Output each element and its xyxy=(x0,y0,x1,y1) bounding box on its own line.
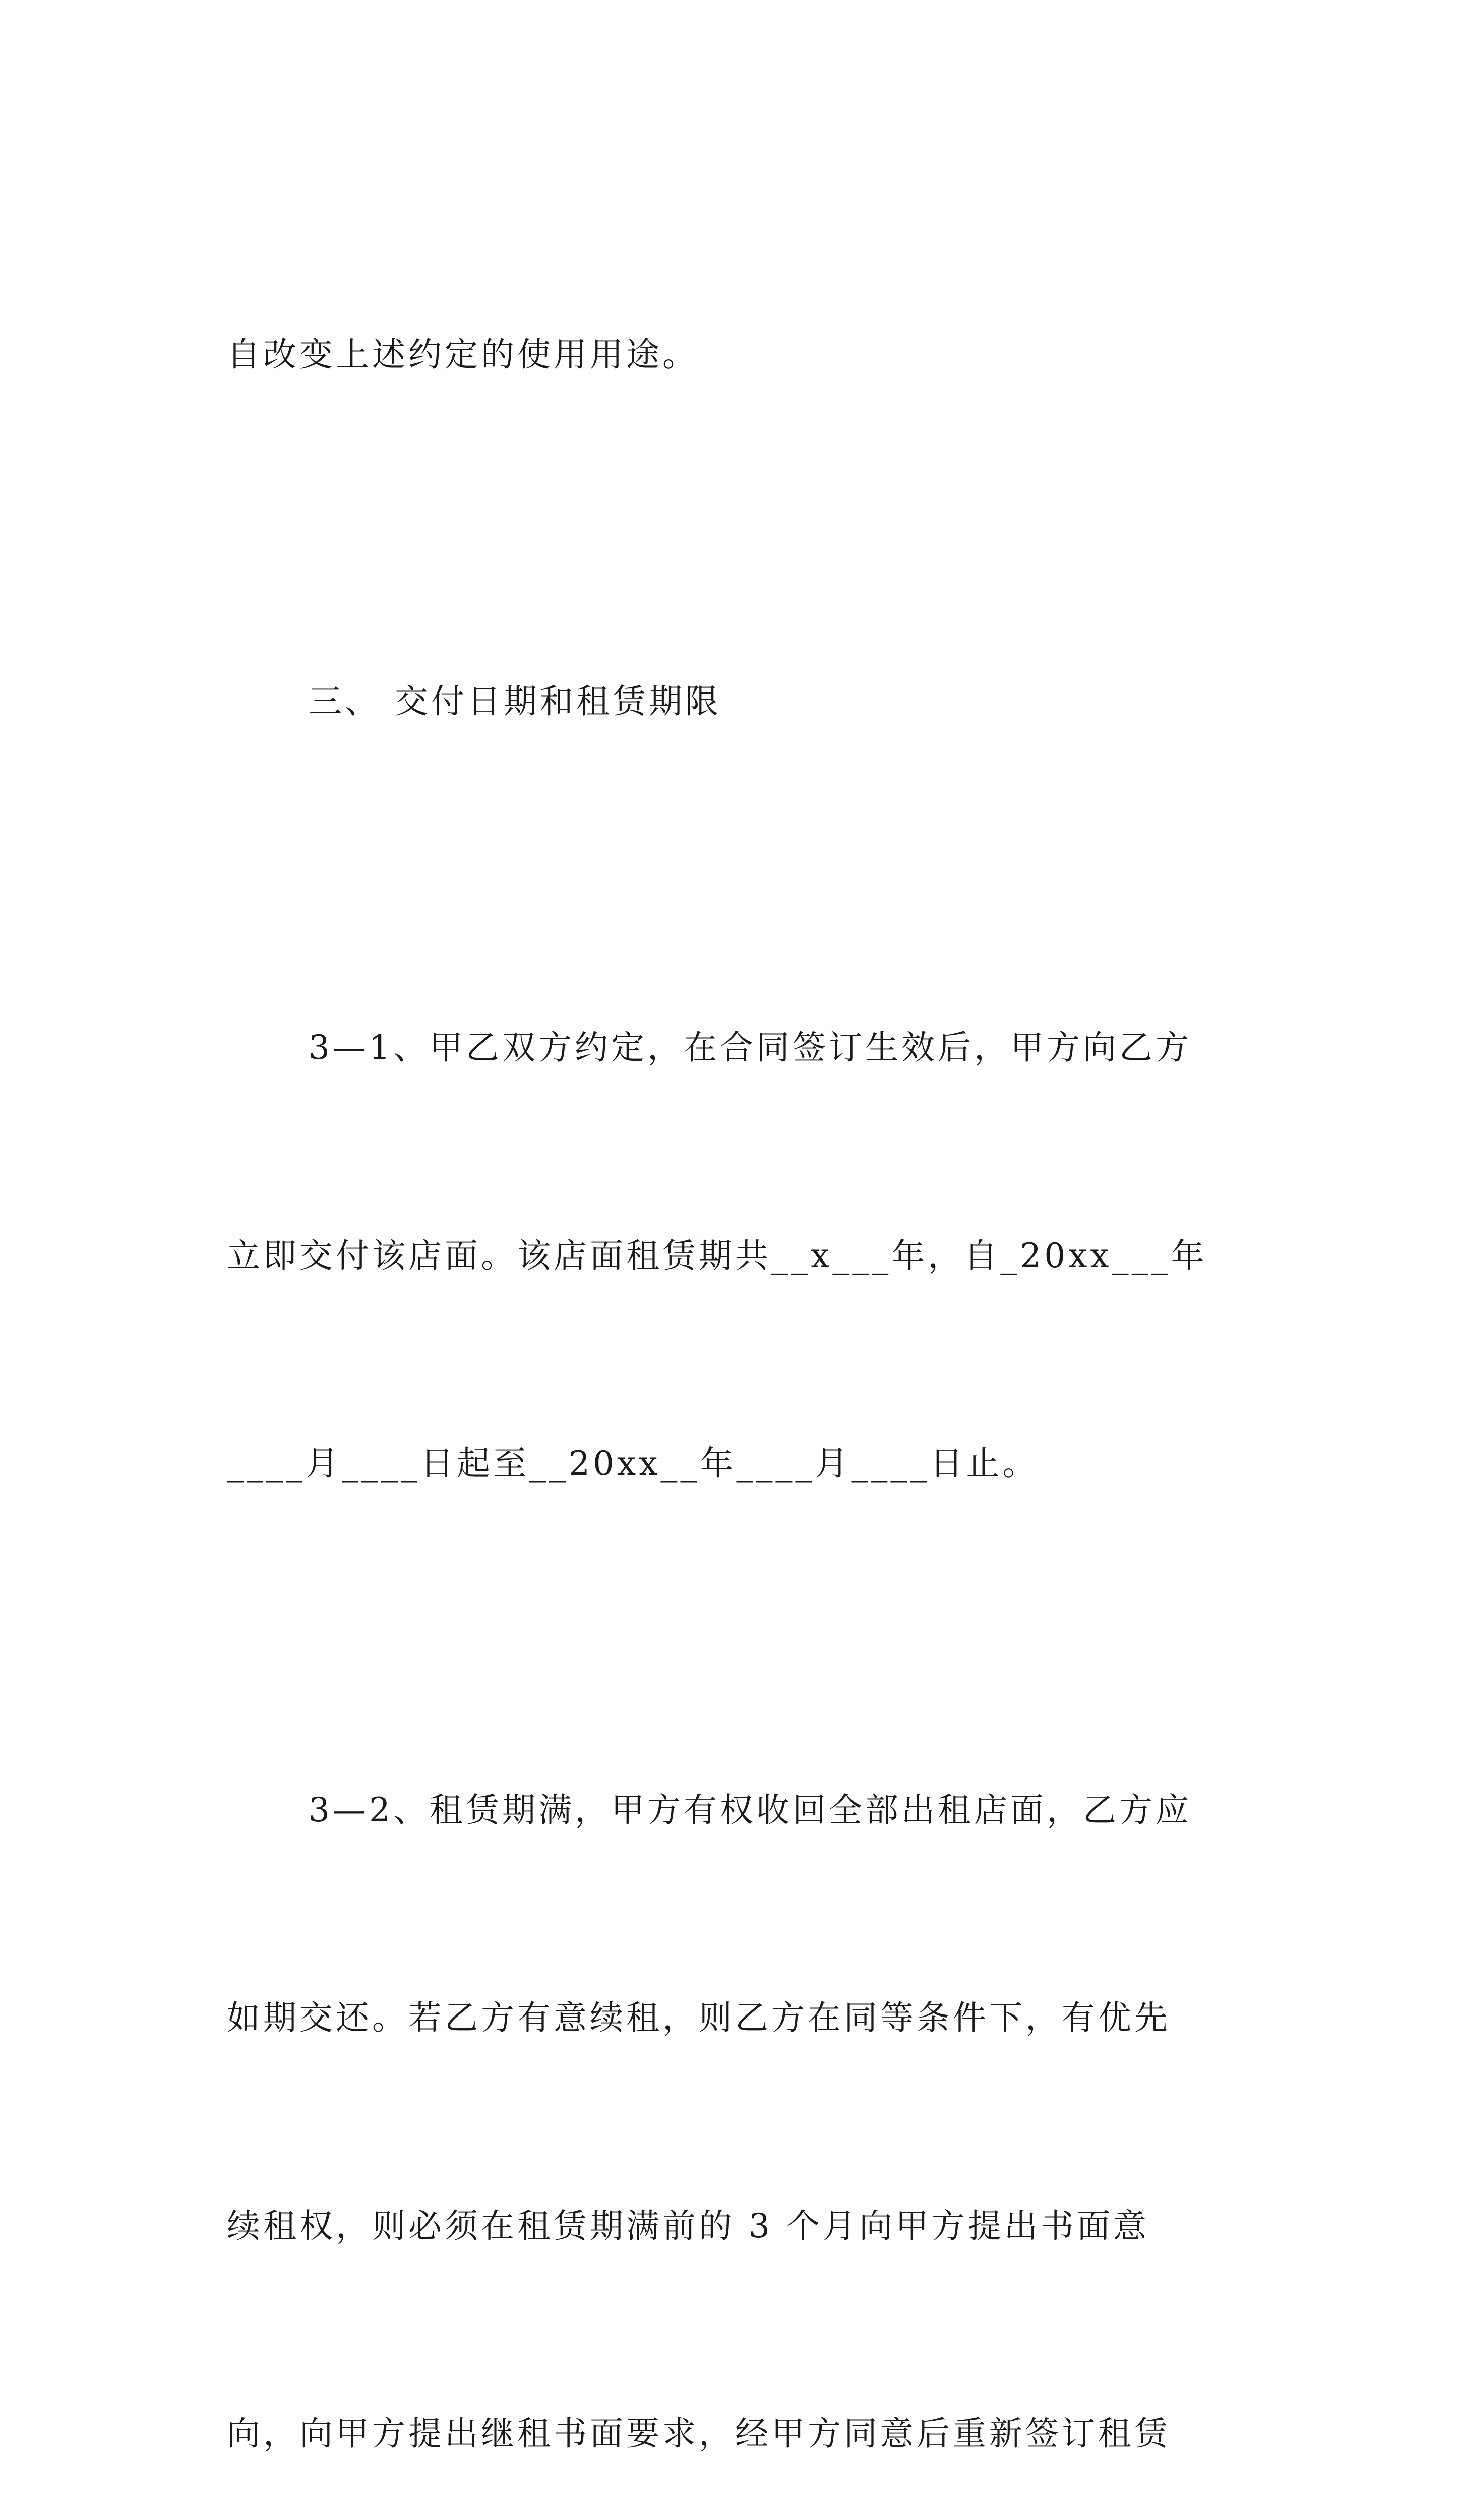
text-line: 立即交付该店面。该店面租赁期共__x___年，自_20xx___年 xyxy=(227,1221,1250,1291)
contract-text xyxy=(227,181,1250,2520)
text-line: ____月____日起至__20xx__年____月____日止。 xyxy=(227,1429,1250,1498)
paragraph-usage-end xyxy=(227,181,1250,528)
text-line: 如期交还。若乙方有意续租，则乙方在同等条件下，有优先 xyxy=(227,1983,1250,2053)
text-line: 续租权，则必须在租赁期满前的 3 个月向甲方提出书面意 xyxy=(227,2191,1250,2261)
paragraph-3-2 xyxy=(227,1637,1250,2520)
text-line: 自改变上述约定的使用用途。 xyxy=(227,320,1250,390)
text-line: 向，向甲方提出继租书面要求，经甲方同意后重新签订租赁 xyxy=(227,2399,1250,2469)
section-heading-delivery-term xyxy=(227,528,1250,875)
text-line: 3—2、租赁期满，甲方有权收回全部出租店面，乙方应 xyxy=(227,1776,1250,1845)
text-line: 3—1、甲乙双方约定，在合同签订生效后，甲方向乙方 xyxy=(227,1013,1250,1083)
text-line: 三、 交付日期和租赁期限 xyxy=(227,667,1250,736)
paragraph-3-1 xyxy=(227,874,1250,1637)
